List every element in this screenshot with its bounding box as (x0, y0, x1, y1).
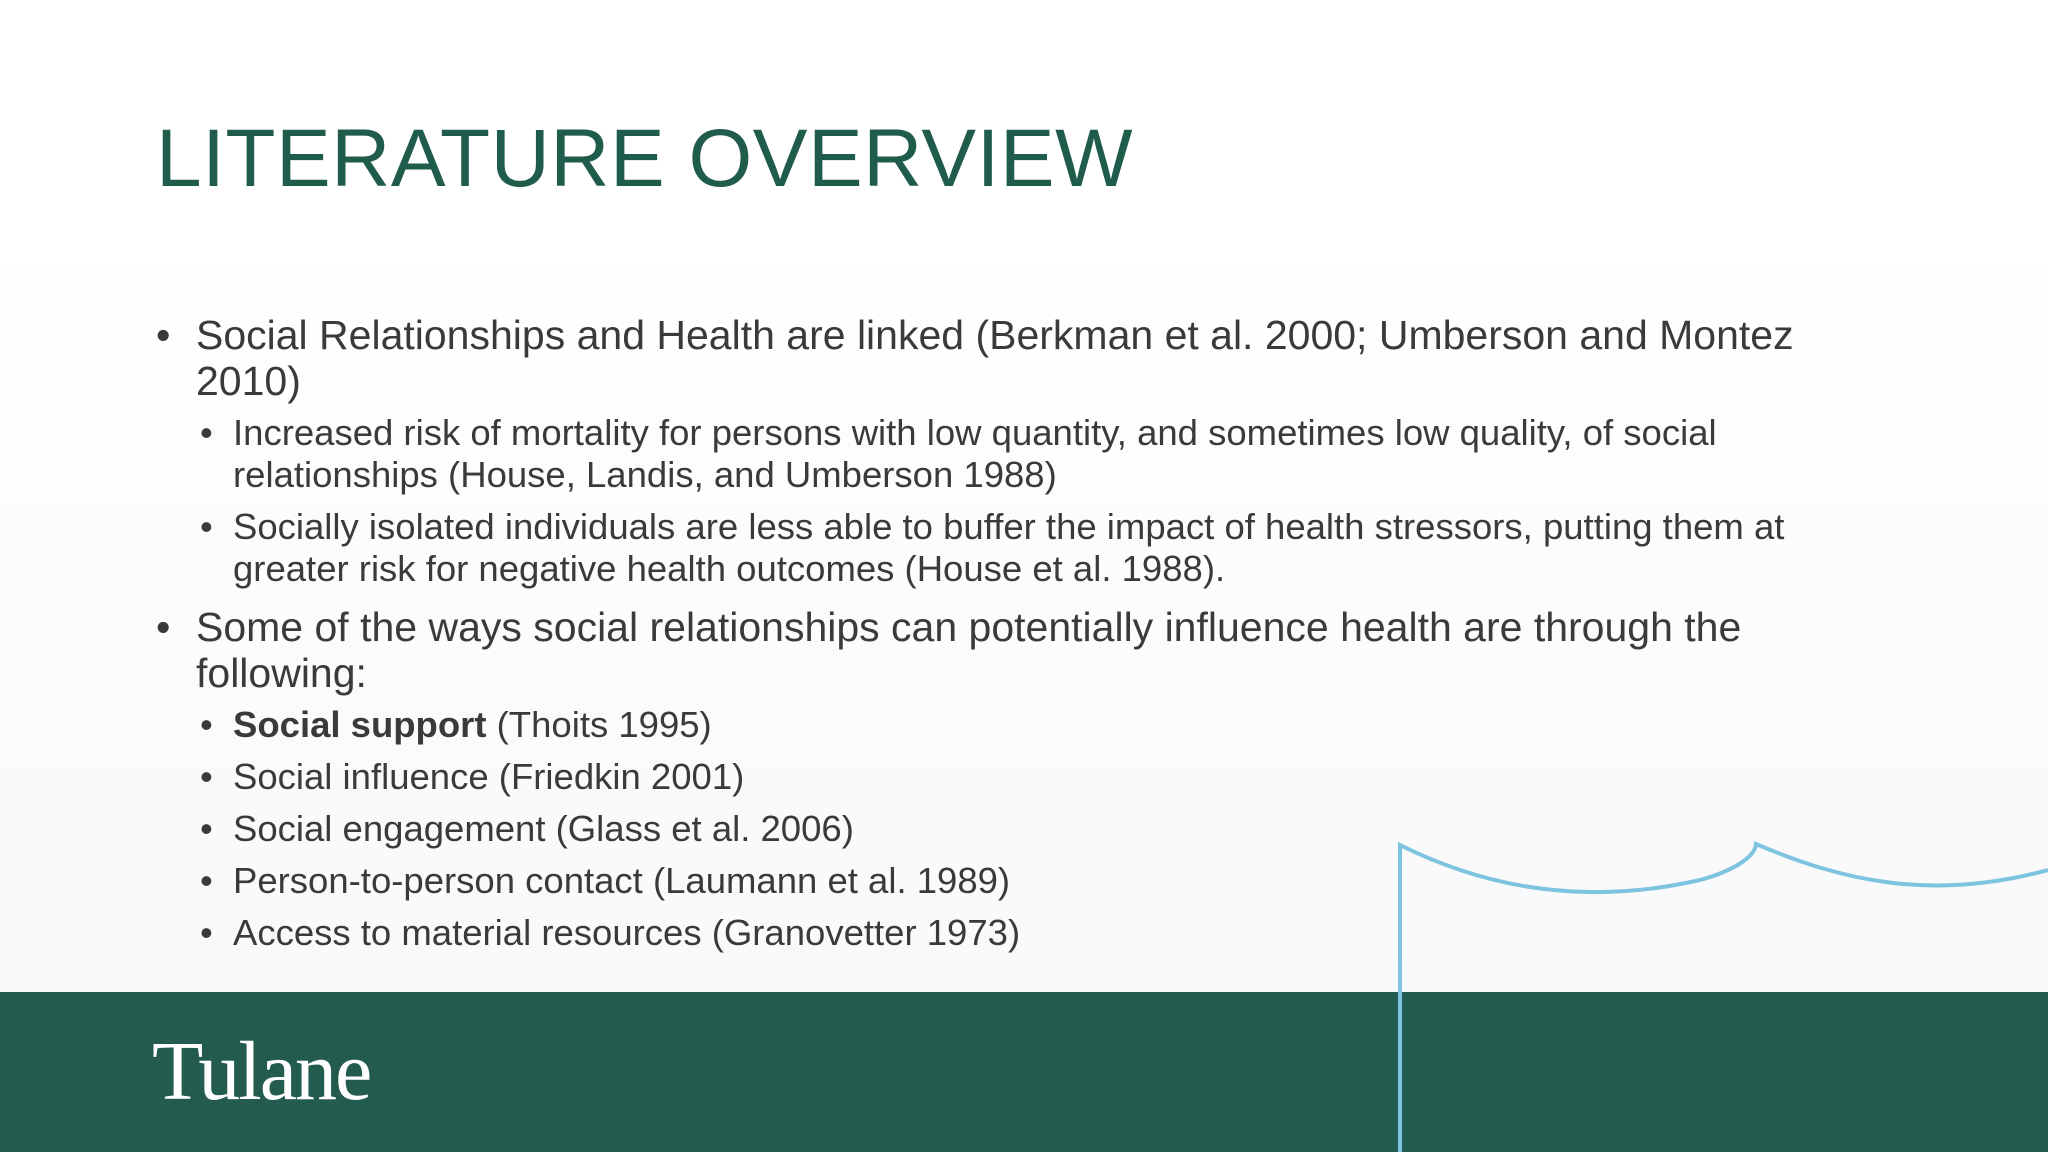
sub-bullet-list (196, 704, 1886, 954)
bullet-marker: • (200, 506, 213, 547)
sub-bullet-list (196, 412, 1886, 590)
sub-bullet-text: Access to material resources (Granovetter 1973) (233, 912, 1021, 953)
bullet-item (156, 604, 1886, 954)
bullet-marker: • (200, 756, 213, 797)
bullet-text: Some of the ways social relationships can potentially influence health are through the following: (196, 604, 1742, 696)
sub-bullet-text: Social engagement (Glass et al. 2006) (233, 808, 854, 849)
sub-bullet-text: (Thoits 1995) (486, 704, 712, 745)
bullet-marker: • (200, 808, 213, 849)
sub-bullet-item (196, 860, 1886, 902)
sub-bullet-item (196, 704, 1886, 746)
bullet-text: Social Relationships and Health are linked (Berkman et al. 2000; Umberson and Montez 2010) (196, 312, 1794, 404)
sub-bullet-item (196, 808, 1886, 850)
bullet-marker: • (200, 860, 213, 901)
sub-bullet-item (196, 412, 1886, 496)
sub-bullet-text: Social influence (Friedkin 2001) (233, 756, 745, 797)
bullet-marker: • (156, 312, 171, 358)
bullet-list (156, 312, 1886, 954)
sub-bullet-item (196, 756, 1886, 798)
bullet-marker: • (200, 912, 213, 953)
bullet-marker: • (156, 604, 171, 650)
sub-bullet-bold-text: Social support (233, 704, 487, 745)
bullet-marker: • (200, 412, 213, 453)
bullet-item (156, 312, 1886, 590)
sub-bullet-item (196, 912, 1886, 954)
slide-title: LITERATURE OVERVIEW (156, 113, 1133, 204)
sub-bullet-text: Increased risk of mortality for persons with low quantity, and sometimes low quality, of social relationships (House, Landis, and Umberson 1988) (233, 412, 1717, 495)
sub-bullet-item (196, 506, 1886, 590)
sub-bullet-text: Person-to-person contact (Laumann et al. 1989) (233, 860, 1011, 901)
tulane-logo: Tulane (152, 1025, 371, 1118)
sub-bullet-text: Socially isolated individuals are less able to buffer the impact of health stressors, putting them at greater risk for negative health outcomes (House et al. 1988). (233, 506, 1785, 589)
bullet-marker: • (200, 704, 213, 745)
slide-body (156, 312, 1886, 968)
